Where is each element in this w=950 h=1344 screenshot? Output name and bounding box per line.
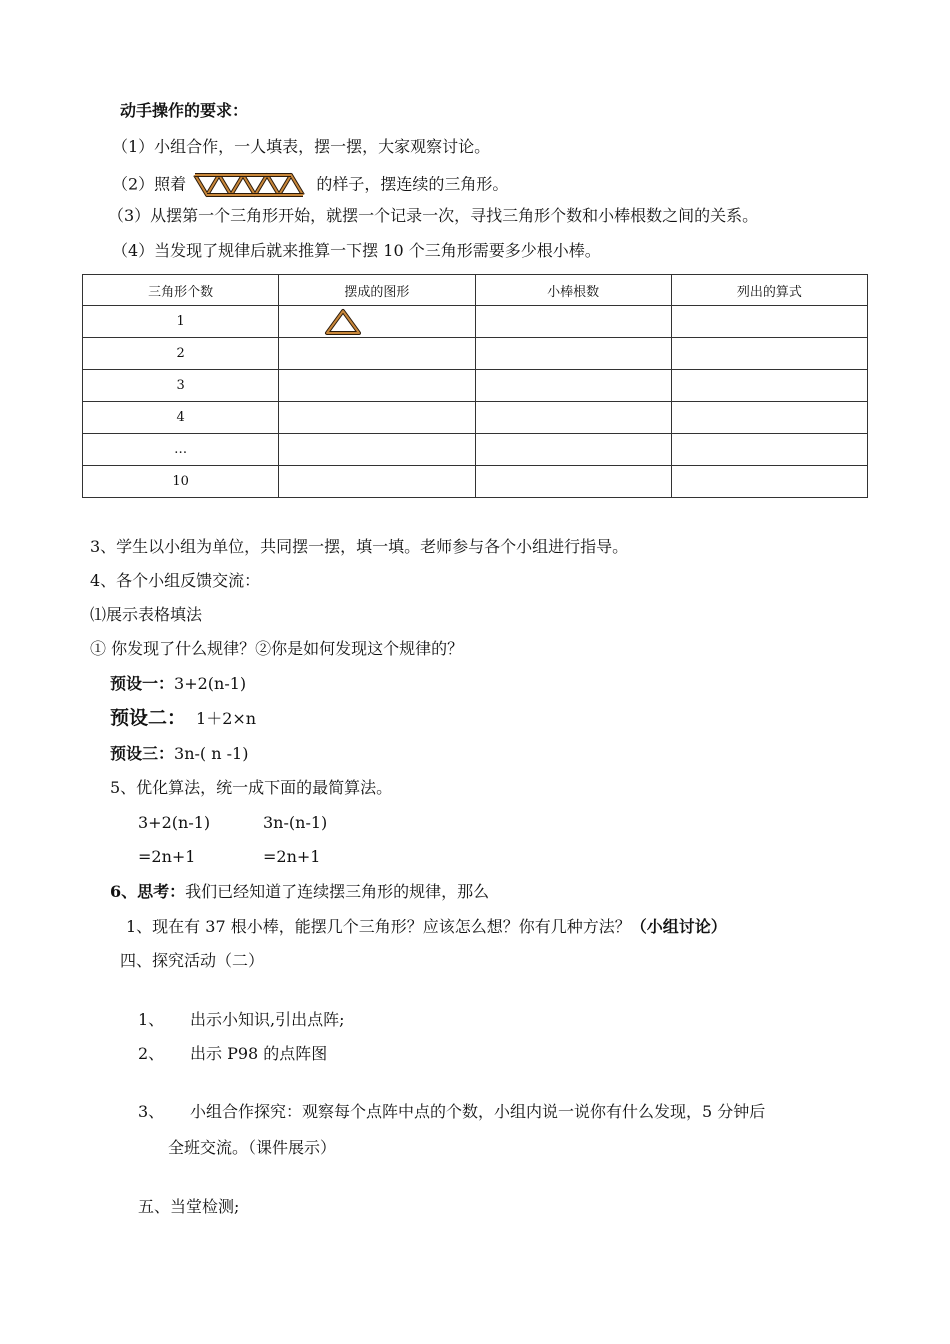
think-step xyxy=(110,881,489,903)
table-row xyxy=(83,370,868,402)
shape-cell xyxy=(279,402,475,434)
shape-cell xyxy=(279,370,475,402)
think-label: 6、思考： xyxy=(110,882,186,901)
activity-3-number: 3、 xyxy=(138,1102,165,1121)
row-label: … xyxy=(83,434,279,466)
think-text: 我们已经知道了连续摆三角形的规律，那么 xyxy=(185,882,490,901)
stick-cell xyxy=(475,402,671,434)
formula-cell xyxy=(671,466,867,498)
shape-cell xyxy=(279,306,475,338)
preset-2-label: 预设二： xyxy=(110,707,187,729)
section-5-title: 五、当堂检测; xyxy=(138,1197,240,1216)
requirement-2-prefix: （2）照着 xyxy=(112,174,187,194)
header-shape: 摆成的图形 xyxy=(279,275,475,306)
activity-3: 小组合作探究：观察每个点阵中点的个数，小组内说一说你有什么发现，5 分钟后 xyxy=(190,1102,766,1121)
requirement-2-suffix: 的样子，摆连续的三角形。 xyxy=(316,174,509,194)
single-triangle-icon xyxy=(323,307,363,337)
requirement-3: （3）从摆第一个三角形开始，就摆一个记录一次，寻找三角形个数和小棒根数之间的关系。 xyxy=(108,206,759,225)
preset-3-expr: 3n-( n -1) xyxy=(174,744,249,763)
formula-cell xyxy=(671,434,867,466)
table-row xyxy=(83,338,868,370)
step-5: 5、优化算法，统一成下面的最简算法。 xyxy=(110,778,393,797)
formula-cell xyxy=(671,402,867,434)
shape-cell xyxy=(279,466,475,498)
requirement-4: （4）当发现了规律后就来推算一下摆 10 个三角形需要多少根小棒。 xyxy=(112,241,601,260)
header-triangle-count: 三角形个数 xyxy=(83,275,279,306)
calc-a-line-2: =2n+1 xyxy=(138,847,196,866)
calc-b-line-2: =2n+1 xyxy=(263,847,321,866)
stick-cell xyxy=(475,466,671,498)
think-question-note: （小组讨论） xyxy=(630,917,727,936)
row-label: 1 xyxy=(83,306,279,338)
calc-a-line-1: 3+2(n-1) xyxy=(138,813,211,832)
formula-cell xyxy=(671,370,867,402)
formula-cell xyxy=(671,338,867,370)
record-table xyxy=(82,274,868,498)
formula-cell xyxy=(671,306,867,338)
requirement-2 xyxy=(112,171,508,199)
header-stick-count: 小棒根数 xyxy=(475,275,671,306)
table-row xyxy=(83,434,868,466)
table-row xyxy=(83,466,868,498)
think-question-text: 1、现在有 37 根小棒，能摆几个三角形？应该怎么想？你有几种方法？ xyxy=(126,917,631,936)
row-label: 2 xyxy=(83,338,279,370)
shape-cell xyxy=(279,434,475,466)
section-4-title: 四、探究活动（二） xyxy=(120,951,265,970)
step-4: 4、各个小组反馈交流： xyxy=(90,571,261,590)
preset-3-label: 预设三： xyxy=(110,744,175,763)
stick-cell xyxy=(475,306,671,338)
activity-1-number: 1、 xyxy=(138,1010,165,1029)
preset-1 xyxy=(110,673,246,695)
triangle-row-icon xyxy=(191,171,311,199)
requirement-1: （1）小组合作，一人填表，摆一摆，大家观察讨论。 xyxy=(112,137,491,156)
preset-1-label: 预设一： xyxy=(110,674,175,693)
header-formula: 列出的算式 xyxy=(671,275,867,306)
section-heading: 动手操作的要求： xyxy=(120,101,249,120)
shape-cell xyxy=(279,338,475,370)
activity-3-continued: 全班交流。（课件展示） xyxy=(168,1138,337,1157)
calc-b-line-1: 3n-(n-1) xyxy=(263,813,328,832)
table-header-row xyxy=(83,275,868,306)
preset-1-expr: 3+2(n-1) xyxy=(174,674,247,693)
row-label: 10 xyxy=(83,466,279,498)
think-question xyxy=(126,916,727,938)
preset-2 xyxy=(110,707,256,730)
stick-cell xyxy=(475,434,671,466)
preset-3 xyxy=(110,743,248,765)
preset-2-expr: 1＋2×n xyxy=(196,709,257,728)
stick-cell xyxy=(475,338,671,370)
activity-2-number: 2、 xyxy=(138,1044,165,1063)
row-label: 4 xyxy=(83,402,279,434)
sub-step-1: ⑴展示表格填法 xyxy=(90,605,203,624)
stick-cell xyxy=(475,370,671,402)
activity-1: 出示小知识,引出点阵; xyxy=(190,1010,345,1029)
activity-2: 出示 P98 的点阵图 xyxy=(190,1044,328,1063)
step-3: 3、学生以小组为单位，共同摆一摆，填一填。老师参与各个小组进行指导。 xyxy=(90,537,629,556)
table-row xyxy=(83,402,868,434)
table-row xyxy=(83,306,868,338)
row-label: 3 xyxy=(83,370,279,402)
question-1: ① 你发现了什么规律？②你是如何发现这个规律的？ xyxy=(90,639,464,658)
